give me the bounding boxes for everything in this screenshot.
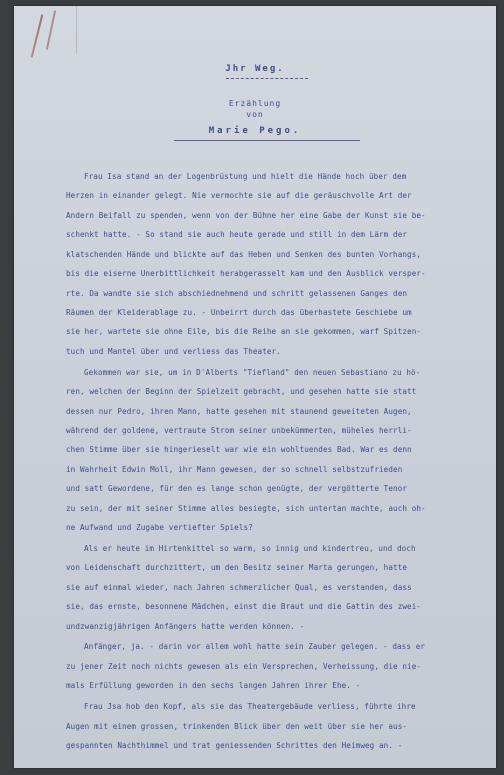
text-line: ne Aufwand und Zugabe vertiefter Spiels? (66, 523, 253, 533)
text-line: zu jener Zeit noch nichts gewesen als ein Versprechen, Verheissung, die nie- (66, 661, 422, 671)
text-line: gespannten Nachthimmel und trat geniessenden Schrittes den Heimweg an. - (66, 741, 403, 750)
text-line: schenkt hatte. - So stand sie auch heute gerade und still in dem Lärm der (66, 230, 408, 240)
text-line: Anfänger, ja. - darin vor allem wohl hatte sein Zauber gelegen. - dass er (84, 642, 426, 652)
author-underline (174, 140, 360, 141)
text-line: zu sein, der mit seiner Stimme alles besiegte, sich untertan machte, auch oh- (66, 503, 426, 513)
text-line: rte. Da wandte sie sich abschiednehmend und schritt gelassenen Ganges den (66, 288, 408, 298)
byline-von: von (246, 110, 264, 119)
text-line: Als er heute im Hirtenkittel so warm, so innig und kindertreu, und doch (84, 543, 416, 553)
text-line: Herzen in einander gelegt. Nie vermochte sie auf die geräuschvolle Art der (66, 191, 412, 201)
text-line: Gekommen war sie, um in D'Alberts "Tiefland" den neuen Sebastiano zu hö- (84, 367, 421, 377)
text-line: in Wahrheit Edwin Moll, ihr Mann gewesen, der so schnell selbstzufrieden (66, 464, 403, 474)
text-line: Andern Beifall zu spenden, wenn von der Bühne her eine Gabe der Kunst sie be- (66, 210, 426, 220)
text-line: tuch und Mantel über und verliess das Theater. (66, 346, 281, 356)
text-line: ren, welchen der Beginn der Spielzeit gebracht, und gesehen hatte sie statt (66, 387, 417, 397)
document-title: Jhr Weg. (225, 64, 285, 74)
text-line: Augen mit einem grossen, trinkenden Blick über den weit über sie her aus- (66, 721, 408, 731)
text-line: bis die eiserne Unerbittlichkeit herabgerasselt kam und den Ausblick versper- (66, 269, 426, 279)
text-line: sie, das ernste, besonnene Mädchen, einst die Braut und die Gattin des zwei- (66, 602, 422, 612)
text-line: klatschenden Hände und blickte auf das Heben und Senken des bunten Vorhangs, (66, 249, 422, 259)
text-line: chen Stimme über sie hingerieselt war wie ein wohltuendes Bad. War es denn (66, 445, 412, 455)
text-line: Räumen der Kleiderablage zu. - Unbeirrt durch das überhastete Geschiebe um (66, 308, 412, 317)
text-line: sie auf einmal wieder, nach Jahren schmerzlicher Qual, es verstanden, dass (66, 582, 412, 592)
text-line: dessen nur Pedro, ihren Mann, hatte gesehen mit staunend geweiteten Augen, (66, 406, 412, 416)
text-line: und satt Gewordene, für den es lange schon genügte, der vergötterte Tenor (66, 484, 408, 494)
author-name: Marie Pego. (208, 126, 302, 136)
manuscript-page (14, 6, 496, 768)
title-underline (226, 78, 308, 79)
text-line: von Leidenschaft durchzittert, um den Besitz seiner Marta gerungen, hatte (66, 563, 408, 573)
document-subtitle: Erzählung (228, 99, 282, 108)
text-line: Frau Isa stand an der Logenbrüstung und hielt die Hände hoch über dem (84, 172, 407, 181)
text-line: undzwanzigjährigen Anfängers hatte werden können. - (66, 621, 305, 631)
text-line: sie her, wartete sie ohne Eile, bis die Reihe an sie gekommen, warf Spitzen- (66, 327, 422, 337)
text-line: während der goldene, vertraute Strom seiner unbekümmerten, müheles herrli- (66, 425, 412, 435)
text-line: Frau Jsa hob den Kopf, als sie das Theatergebäude verliess, führte ihre (84, 702, 416, 712)
text-line: mals Erfüllung geworden in den sechs langen Jahren ihrer Ehe. - (66, 681, 361, 691)
